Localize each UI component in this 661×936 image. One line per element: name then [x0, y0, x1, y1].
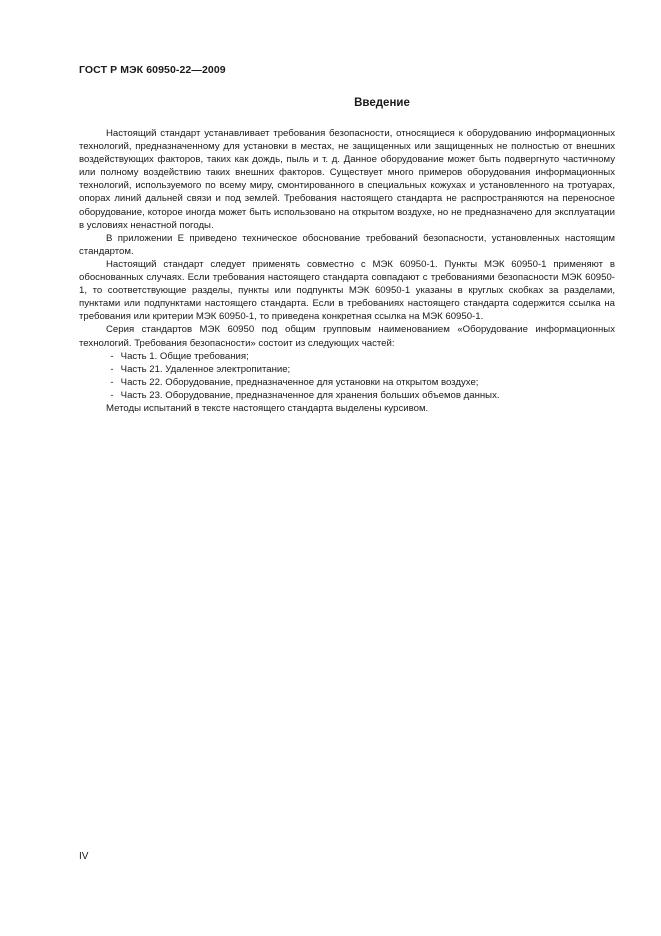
body-text	[79, 127, 615, 415]
list-item-text: Часть 1. Общие требования;	[120, 350, 249, 362]
list-marker: -	[110, 350, 114, 362]
list-item	[79, 363, 615, 376]
parts-list	[79, 350, 615, 402]
list-item-text: Часть 21. Удаленное электропитание;	[120, 363, 291, 375]
paragraph-usage: Настоящий стандарт следует применять совместно с МЭК 60950-1. Пункты МЭК 60950-1 применяют в обоснованных случаях. Если требования настоящего стандарта совпадают с требованиями безопасности МЭК 60950-1, то соответствующие разделы, пункты или подпункты МЭК 60950-1 указаны в круглых скобках за разделами, пунктами или подпунктами настоящего стандарта. Если в требованиях настоящего стандарта содержится ссылка на требования или критерии МЭК 60950-1, то приведена конкретная ссылка на МЭК 60950-1.	[79, 258, 615, 323]
page-number: IV	[79, 851, 89, 862]
list-item	[79, 389, 615, 402]
list-marker: -	[110, 376, 114, 388]
paragraph-scope: Настоящий стандарт устанавливает требования безопасности, относящиеся к оборудованию информационных технологий, предназначенному для установки в местах, не защищенных или защищенных не полностью от внешних воздействующих факторов, таких как дождь, пыль и т. д. Данное оборудование может быть подвергнуто частичному или полному воздействию таких внешних факторов. Существует много примеров оборудования информационных технологий, используемого по всему миру, смонтированного в специальных кожухах и установленного на тротуарах, опорах линий дальней связи и под землей. Требования настоящего стандарта не распространяются на переносное оборудование, которое иногда может быть использовано на открытом воздухе, но не предназначено для эксплуатации в условиях ненастной погоды.	[79, 128, 615, 231]
list-item-text: Часть 23. Оборудование, предназначенное для хранения больших объемов данных.	[120, 389, 500, 401]
paragraph-series: Серия стандартов МЭК 60950 под общим групповым наименованием «Оборудование информационных технологий. Требования безопасности» состоит из следующих частей:	[79, 324, 615, 349]
list-item-text: Часть 22. Оборудование, предназначенное для установки на открытом воздухе;	[120, 376, 479, 388]
paragraph-annex-reference: В приложении Е приведено техническое обоснование требований безопасности, установленных настоящим стандартом.	[79, 232, 615, 257]
list-marker: -	[110, 389, 114, 401]
paragraph-test-methods: Методы испытаний в тексте настоящего стандарта выделены курсивом.	[106, 402, 429, 414]
list-item	[79, 376, 615, 389]
list-marker: -	[110, 363, 114, 375]
section-title: Введение	[354, 97, 410, 109]
list-item	[79, 350, 615, 363]
document-header: ГОСТ Р МЭК 60950-22—2009	[79, 64, 226, 76]
